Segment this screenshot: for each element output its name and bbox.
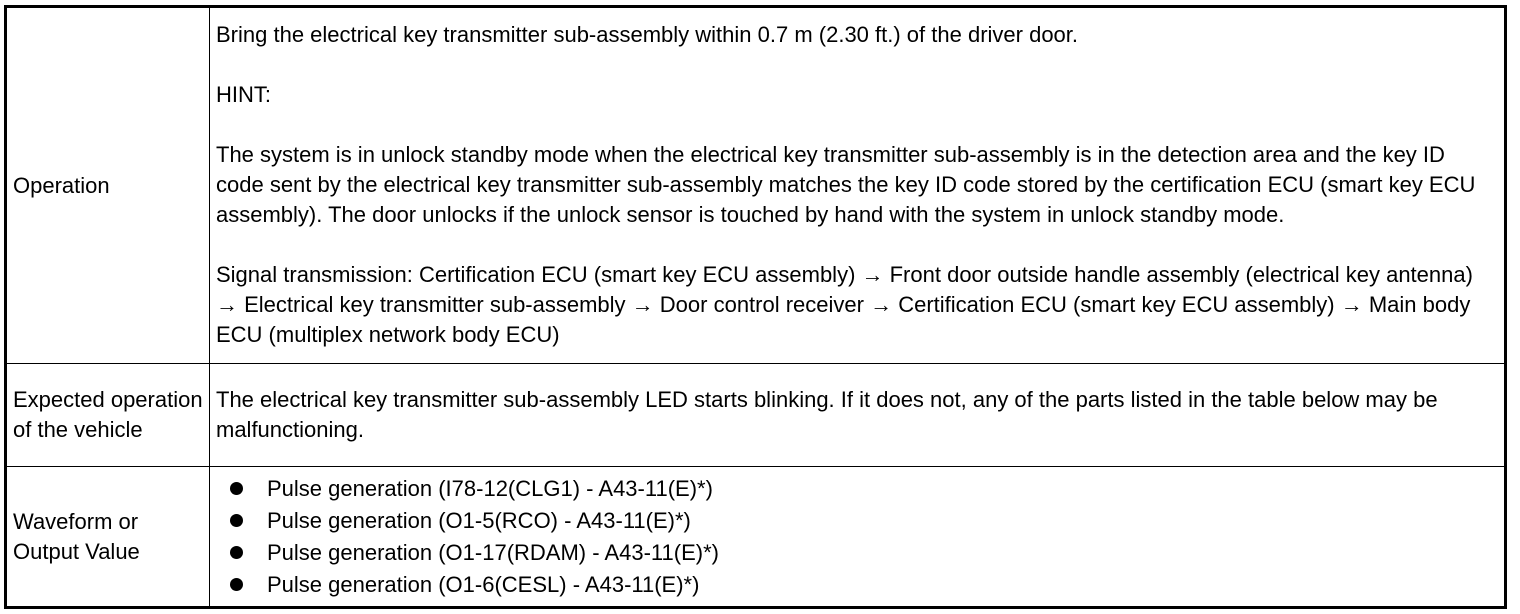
list-item — [230, 473, 1494, 505]
waveform-item-text: Pulse generation (O1-17(RDAM) - A43-11(E)*) — [267, 539, 719, 565]
waveform-item-text: Pulse generation (I78-12(CLG1) - A43-11(E)*) — [267, 475, 713, 501]
table-row-expected — [6, 364, 1506, 467]
expected-operation-text: The electrical key transmitter sub-assembly LED starts blinking. If it does not, any of the parts listed in the table below may be malfunctioning. — [216, 387, 1438, 442]
label-waveform: Waveform or Output Value — [6, 467, 210, 608]
list-item — [230, 569, 1494, 601]
waveform-item-text: Pulse generation (O1-6(CESL) - A43-11(E)*) — [267, 571, 700, 597]
expected-operation-content — [210, 364, 1506, 467]
bullet-icon — [230, 514, 243, 527]
operation-table — [4, 5, 1507, 609]
bullet-icon — [230, 578, 243, 591]
label-expected-operation: Expected operation of the vehicle — [6, 364, 210, 467]
signal-transmission-text: Signal transmission: Certification ECU (smart key ECU assembly) → Front door outside handle assembly (electrical key antenna) → Electrical key transmitter sub-assembly → Door control receiver → Certification ECU (smart key ECU assembly) → Main body ECU (multiplex network body ECU) — [216, 262, 1473, 347]
list-item — [230, 537, 1494, 569]
table-row-operation — [6, 7, 1506, 364]
label-operation: Operation — [6, 7, 210, 364]
operation-step-text: Bring the electrical key transmitter sub-assembly within 0.7 m (2.30 ft.) of the driver door. — [216, 22, 1079, 47]
table-row-waveform — [6, 467, 1506, 608]
operation-content — [210, 7, 1506, 364]
waveform-item-text: Pulse generation (O1-5(RCO) - A43-11(E)*) — [267, 507, 691, 533]
list-item — [230, 505, 1494, 537]
hint-text: The system is in unlock standby mode when the electrical key transmitter sub-assembly is in the detection area and the key ID code sent by the electrical key transmitter sub-assembly matches the key ID code stored by the certification ECU (smart key ECU assembly). The door unlocks if the unlock sensor is touched by hand with the system in unlock standby mode. — [216, 142, 1476, 227]
bullet-icon — [230, 546, 243, 559]
bullet-icon — [230, 482, 243, 495]
hint-label: HINT: — [216, 82, 271, 107]
waveform-content — [210, 467, 1506, 608]
waveform-list — [216, 473, 1494, 601]
